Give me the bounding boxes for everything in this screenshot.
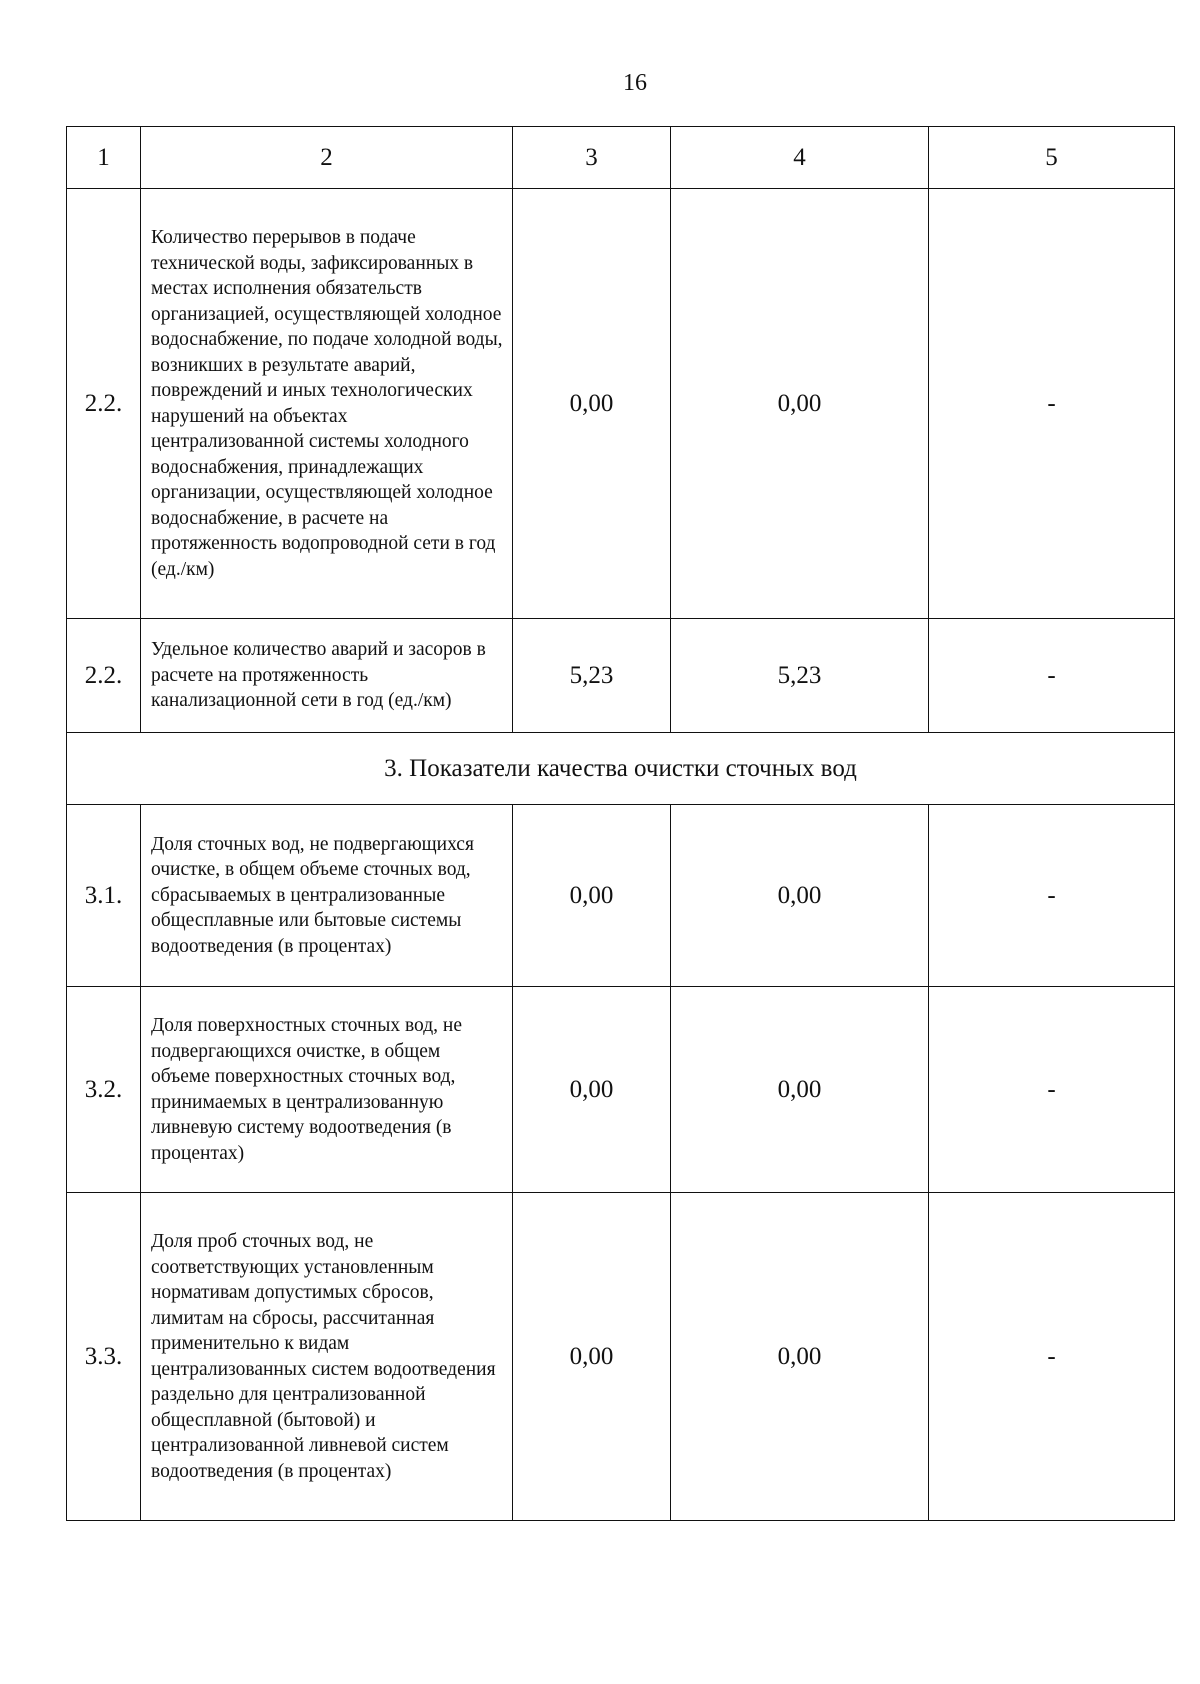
row-value-col5: -	[929, 987, 1175, 1193]
row-number: 2.2.	[67, 189, 141, 619]
row-number: 3.3.	[67, 1193, 141, 1521]
row-description: Количество перерывов в подаче технической воды, зафиксированных в местах исполнения обязательств организацией, осуществляющей холодное водоснабжение, по подаче холодной воды, возникших в результате аварий, повреждений и иных технологических нарушений на объектах централизованной системы холодного водоснабжения, принадлежащих организации, осуществляющей холодное водоснабжение, в расчете на протяженность водопроводной сети в год (ед./км)	[141, 189, 513, 619]
row-value-col4: 0,00	[671, 1193, 929, 1521]
row-value-col3: 0,00	[513, 805, 671, 987]
row-value-col3: 0,00	[513, 1193, 671, 1521]
header-cell: 3	[513, 127, 671, 189]
row-number: 3.2.	[67, 987, 141, 1193]
row-number: 2.2.	[67, 619, 141, 733]
indicators-table	[66, 126, 1175, 1521]
row-description: Доля сточных вод, не подвергающихся очистке, в общем объеме сточных вод, сбрасываемых в централизованные общесплавные или бытовые системы водоотведения (в процентах)	[141, 805, 513, 987]
row-value-col5: -	[929, 1193, 1175, 1521]
table-row	[67, 189, 1175, 619]
table-row	[67, 619, 1175, 733]
row-description: Удельное количество аварий и засоров в расчете на протяженность канализационной сети в год (ед./км)	[141, 619, 513, 733]
table-row	[67, 1193, 1175, 1521]
row-value-col4: 5,23	[671, 619, 929, 733]
table-row	[67, 805, 1175, 987]
row-description: Доля поверхностных сточных вод, не подвергающихся очистке, в общем объеме поверхностных сточных вод, принимаемых в централизованную ливневую систему водоотведения (в процентах)	[141, 987, 513, 1193]
header-cell: 2	[141, 127, 513, 189]
row-value-col3: 5,23	[513, 619, 671, 733]
row-number: 3.1.	[67, 805, 141, 987]
header-cell: 5	[929, 127, 1175, 189]
row-value-col3: 0,00	[513, 189, 671, 619]
page-number: 16	[623, 70, 647, 96]
row-value-col4: 0,00	[671, 189, 929, 619]
table-header-row	[67, 127, 1175, 189]
section-title: 3. Показатели качества очистки сточных вод	[67, 733, 1175, 805]
row-value-col4: 0,00	[671, 805, 929, 987]
header-cell: 1	[67, 127, 141, 189]
row-value-col5: -	[929, 189, 1175, 619]
header-cell: 4	[671, 127, 929, 189]
row-value-col3: 0,00	[513, 987, 671, 1193]
row-value-col5: -	[929, 619, 1175, 733]
row-description: Доля проб сточных вод, не соответствующих установленным нормативам допустимых сбросов, лимитам на сбросы, рассчитанная применительно к видам централизованных систем водоотведения раздельно для централизованной общесплавной (бытовой) и централизованной ливневой систем водоотведения (в процентах)	[141, 1193, 513, 1521]
row-value-col4: 0,00	[671, 987, 929, 1193]
section-header-row	[67, 733, 1175, 805]
table-row	[67, 987, 1175, 1193]
row-value-col5: -	[929, 805, 1175, 987]
